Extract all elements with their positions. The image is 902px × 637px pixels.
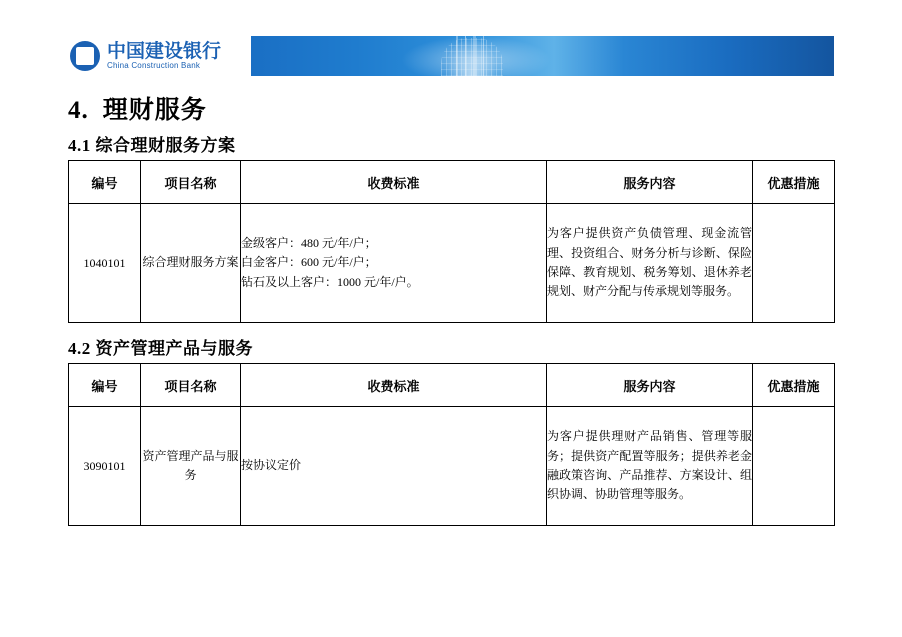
column-header-service: 服务内容 <box>547 161 753 204</box>
table-row <box>69 407 835 526</box>
cell-service: 为客户提供资产负债管理、现金流管理、投资组合、财务分析与诊断、保险保障、教育规划、税务筹划、退休养老规划、财产分配与传承规划等服务。 <box>547 204 753 323</box>
column-header-standard: 收费标准 <box>241 364 547 407</box>
cell-name: 资产管理产品与服务 <box>141 407 241 526</box>
page-header-banner <box>68 36 834 76</box>
subsection-heading-2: 4.2 资产管理产品与服务 <box>68 339 253 358</box>
cell-preferential <box>753 407 835 526</box>
cell-no: 1040101 <box>69 204 141 323</box>
column-header-name: 项目名称 <box>141 364 241 407</box>
fee-table-comprehensive <box>68 160 835 323</box>
table-header-row <box>69 161 835 204</box>
column-header-no: 编号 <box>69 364 141 407</box>
fee-table-asset-management <box>68 363 835 526</box>
cell-no: 3090101 <box>69 407 141 526</box>
banner-artwork <box>251 36 834 76</box>
bank-name-cn: 中国建设银行 <box>107 40 222 62</box>
table-row <box>69 204 835 323</box>
bank-logo <box>68 36 251 76</box>
section-title: 理财服务 <box>102 97 207 124</box>
page-title <box>68 90 207 126</box>
table-header-row <box>69 364 835 407</box>
column-header-no: 编号 <box>69 161 141 204</box>
bank-logo-text <box>107 42 221 70</box>
cell-standard <box>241 407 547 526</box>
standard-line-1: 金级客户：480 元/年/户； <box>241 235 377 250</box>
section-number: 4. <box>68 97 89 124</box>
standard-line-1: 按协议定价 <box>241 458 302 473</box>
column-header-preferential: 优惠措施 <box>753 161 835 204</box>
column-header-service: 服务内容 <box>547 364 753 407</box>
column-header-standard: 收费标准 <box>241 161 547 204</box>
cell-preferential <box>753 204 835 323</box>
cell-name: 综合理财服务方案 <box>141 204 241 323</box>
subsection-heading-1: 4.1 综合理财服务方案 <box>68 136 236 155</box>
cell-standard <box>241 204 547 323</box>
cell-service: 为客户提供理财产品销售、管理等服务；提供资产配置等服务；提供养老金融政策咨询、产品推荐、方案设计、组织协调、协助管理等服务。 <box>547 407 753 526</box>
standard-line-2: 白金客户：600 元/年/户； <box>241 255 377 270</box>
column-header-preferential: 优惠措施 <box>753 364 835 407</box>
bank-name-en: China Construction Bank <box>107 60 201 70</box>
column-header-name: 项目名称 <box>141 161 241 204</box>
standard-line-3: 钻石及以上客户：1000 元/年/户。 <box>241 274 419 289</box>
ccb-logo-icon <box>70 41 100 71</box>
